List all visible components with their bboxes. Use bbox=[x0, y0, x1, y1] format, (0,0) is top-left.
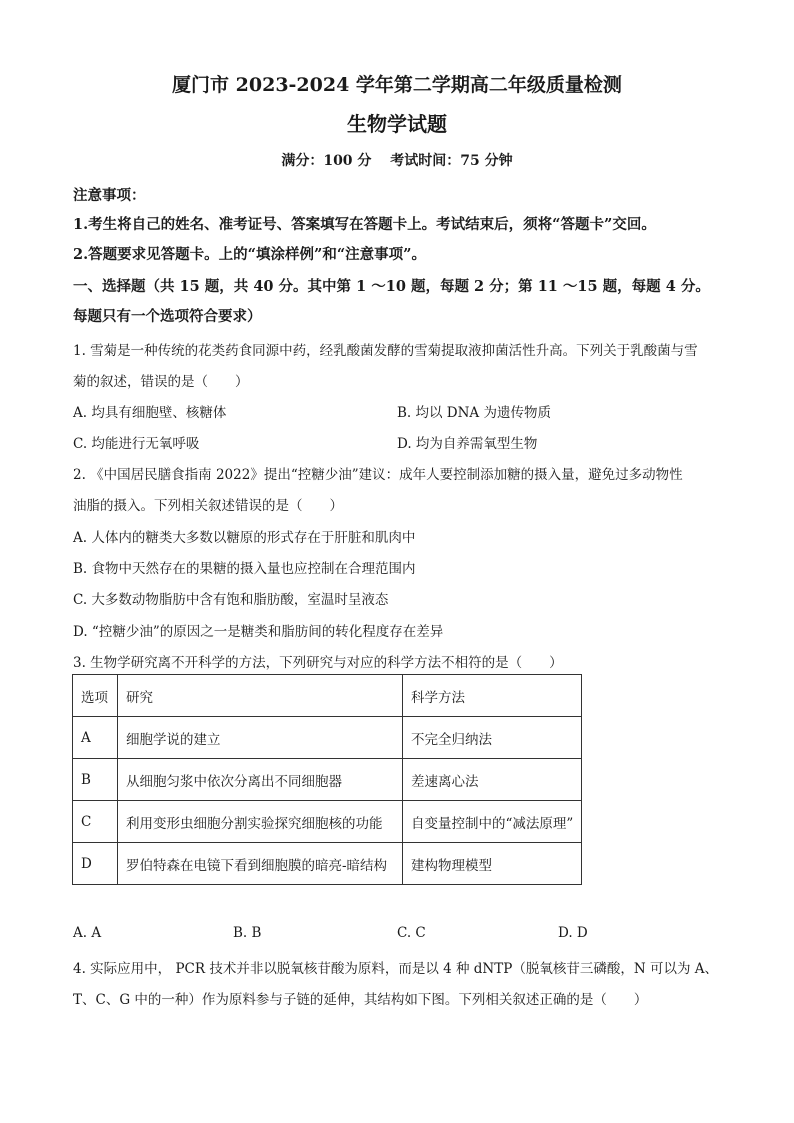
exam-title: 厦门市 2023-2024 学年第二学期高二年级质量检测 bbox=[172, 74, 622, 96]
table-header-cell: 科学方法 bbox=[403, 675, 582, 717]
table-row bbox=[73, 843, 582, 885]
table-header-row bbox=[73, 675, 582, 717]
table-cell: 不完全归纳法 bbox=[403, 717, 582, 759]
table-cell: C bbox=[73, 801, 118, 843]
table-row bbox=[73, 759, 582, 801]
table-cell: A bbox=[73, 717, 118, 759]
q3-option-d: D. D bbox=[558, 925, 588, 941]
table-cell: B bbox=[73, 759, 118, 801]
q3-option-b: B. B bbox=[233, 925, 262, 941]
q3-table bbox=[72, 674, 582, 885]
exam-meta: 满分：100 分 考试时间：75 分钟 bbox=[281, 153, 513, 169]
table-cell: 建构物理模型 bbox=[403, 843, 582, 885]
question-3-stem: 3. 生物学研究离不开科学的方法，下列研究与对应的科学方法不相符的是（ ） bbox=[73, 655, 563, 671]
question-1-stem: 1. 雪菊是一种传统的花类药食同源中药，经乳酸菌发酵的雪菊提取液抑菌活性升高。下列关于乳酸菌与雪 bbox=[73, 343, 698, 359]
question-4-stem-cont: T、C、G 中的一种）作为原料参与子链的延伸，其结构如下图。下列相关叙述正确的是（ ） bbox=[73, 992, 648, 1008]
q2-option-b: B. 食物中天然存在的果糖的摄入量也应控制在合理范围内 bbox=[73, 561, 416, 577]
table-cell: 细胞学说的建立 bbox=[118, 717, 403, 759]
section-heading: 一、选择题（共 15 题，共 40 分。其中第 1 ～10 题，每题 2 分；第 11 ～15 题，每题 4 分。 bbox=[73, 278, 710, 295]
q1-option-d: D. 均为自养需氧型生物 bbox=[397, 436, 538, 452]
table-cell: 从细胞匀浆中依次分离出不同细胞器 bbox=[118, 759, 403, 801]
q2-option-a: A. 人体内的糖类大多数以糖原的形式存在于肝脏和肌肉中 bbox=[73, 530, 416, 546]
section-heading-cont: 每题只有一个选项符合要求） bbox=[73, 308, 262, 325]
table-row bbox=[73, 717, 582, 759]
table-cell: 利用变形虫细胞分割实验探究细胞核的功能 bbox=[118, 801, 403, 843]
table-cell: D bbox=[73, 843, 118, 885]
note-item: 1.考生将自己的姓名、准考证号、答案填写在答题卡上。考试结束后，须将“答题卡”交回。 bbox=[73, 216, 656, 233]
q1-option-c: C. 均能进行无氧呼吸 bbox=[73, 436, 200, 452]
q2-option-d: D. “控糖少油”的原因之一是糖类和脂肪间的转化程度存在差异 bbox=[73, 624, 444, 640]
table-cell: 自变量控制中的“减法原理” bbox=[403, 801, 582, 843]
q1-option-b: B. 均以 DNA 为遗传物质 bbox=[397, 405, 551, 421]
table-cell: 差速离心法 bbox=[403, 759, 582, 801]
q3-option-c: C. C bbox=[397, 925, 426, 941]
table-cell: 罗伯特森在电镜下看到细胞膜的暗亮-暗结构 bbox=[118, 843, 403, 885]
q1-option-a: A. 均具有细胞壁、核糖体 bbox=[73, 405, 227, 421]
question-2-stem: 2. 《中国居民膳食指南 2022》提出“控糖少油”建议：成年人要控制添加糖的摄入量，避免过多动物性 bbox=[73, 467, 683, 483]
exam-subtitle: 生物学试题 bbox=[347, 112, 447, 136]
note-item: 2.答题要求见答题卡。上的“填涂样例”和“注意事项”。 bbox=[73, 246, 426, 263]
question-4-stem: 4. 实际应用中， PCR 技术并非以脱氧核苷酸为原料，而是以 4 种 dNTP（脱氧核苷三磷酸，N 可以为 A、 bbox=[73, 961, 718, 977]
table-header-cell: 选项 bbox=[73, 675, 118, 717]
q3-option-a: A. A bbox=[73, 925, 102, 941]
question-1-stem-cont: 菊的叙述，错误的是（ ） bbox=[73, 374, 249, 390]
question-2-stem-cont: 油脂的摄入。下列相关叙述错误的是（ ） bbox=[73, 498, 343, 514]
notes-heading: 注意事项： bbox=[73, 187, 146, 204]
table-header-cell: 研究 bbox=[118, 675, 403, 717]
table-row bbox=[73, 801, 582, 843]
q2-option-c: C. 大多数动物脂肪中含有饱和脂肪酸，室温时呈液态 bbox=[73, 592, 389, 608]
